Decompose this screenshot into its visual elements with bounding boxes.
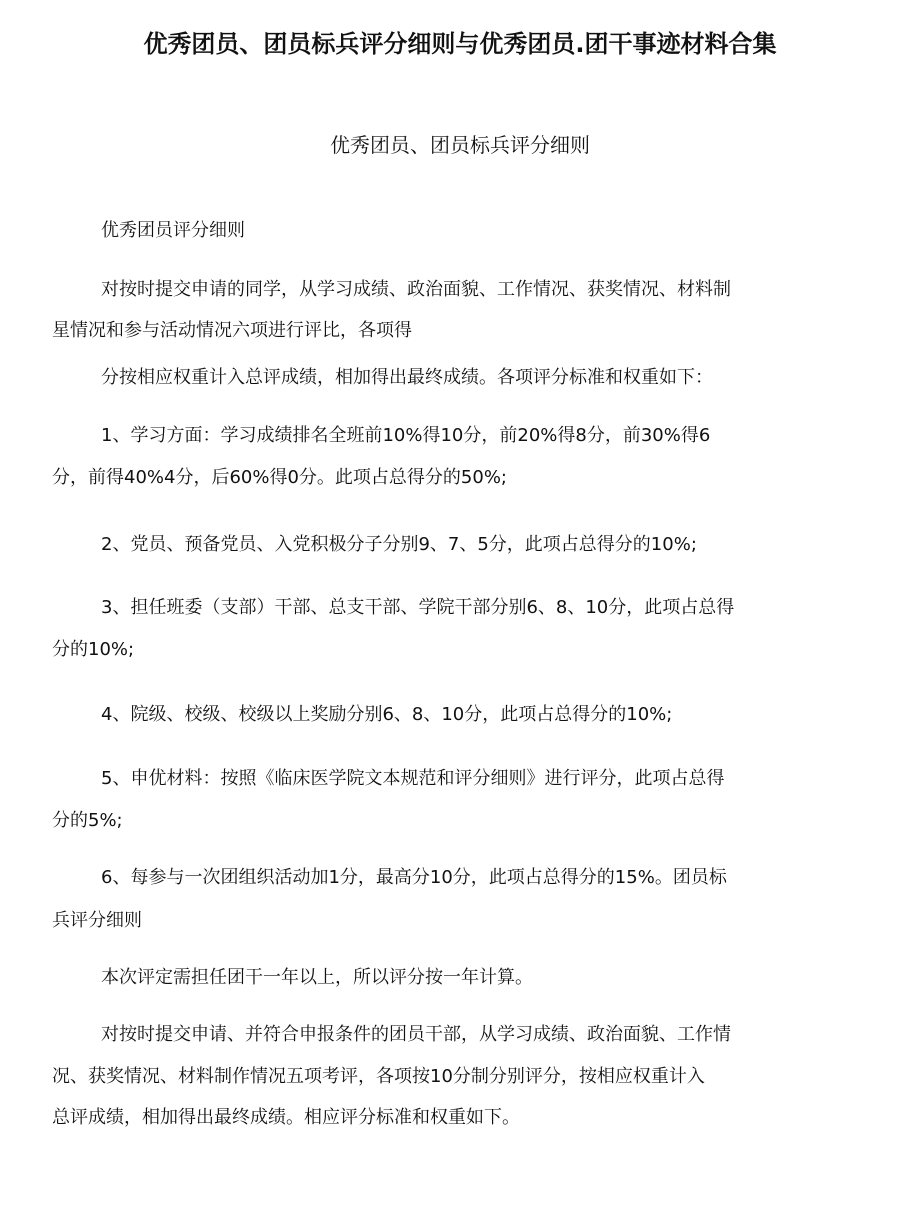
list-item-line: 5、申优材料：按照《临床医学院文本规范和评分细则》进行评分，此项占总得 [101,768,725,789]
paragraph-line: 对按时提交申请、并符合申报条件的团员干部，从学习成绩、政治面貌、工作情 [101,1024,731,1045]
paragraph-line: 本次评定需担任团干一年以上，所以评分按一年计算。 [101,967,533,988]
list-item-line: 1、学习方面：学习成绩排名全班前10%得10分，前20%得8分，前30%得6 [101,425,711,446]
list-item-line: 6、每参与一次团组织活动加1分，最高分10分，此项占总得分的15%。团员标 [101,867,727,888]
paragraph-line: 星情况和参与活动情况六项进行评比，各项得 [52,320,412,341]
document-title: 优秀团员、团员标兵评分细则与优秀团员.团干事迹材料合集 [143,30,777,58]
section-title: 优秀团员、团员标兵评分细则 [330,133,590,157]
list-item-line: 分的10%; [52,639,135,660]
paragraph-line: 对按时提交申请的同学，从学习成绩、政治面貌、工作情况、获奖情况、材料制 [101,279,731,300]
list-item-line: 分，前得40%4分，后60%得0分。此项占总得分的50%; [52,467,507,488]
paragraph-line: 况、获奖情况、材料制作情况五项考评，各项按10分制分别评分，按相应权重计入 [52,1066,705,1087]
list-item-line: 兵评分细则 [52,910,142,931]
paragraph-line: 总评成绩，相加得出最终成绩。相应评分标准和权重如下。 [52,1107,520,1128]
list-item-line: 3、担任班委（支部）干部、总支干部、学院干部分别6、8、10分，此项占总得 [101,597,735,618]
list-item-line: 4、院级、校级、校级以上奖励分别6、8、10分，此项占总得分的10%; [101,704,673,725]
list-item-line: 分的5%; [52,810,123,831]
subsection-heading: 优秀团员评分细则 [101,220,245,241]
list-item-line: 2、党员、预备党员、入党积极分子分别9、7、5分，此项占总得分的10%; [101,534,697,555]
paragraph-line: 分按相应权重计入总评成绩，相加得出最终成绩。各项评分标准和权重如下： [101,367,713,388]
